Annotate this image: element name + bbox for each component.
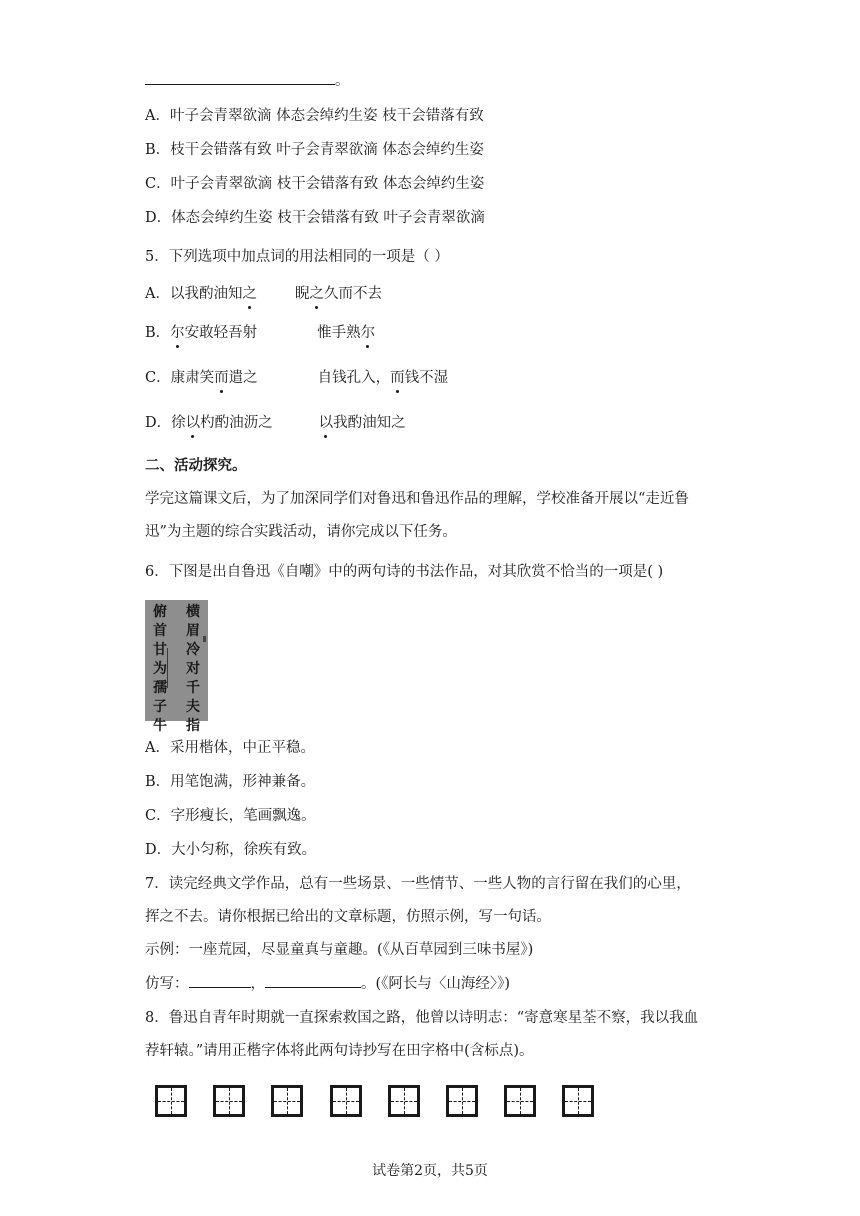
imitate-blank-1[interactable] bbox=[189, 973, 251, 988]
dotted-word: 而 bbox=[214, 370, 229, 386]
calligraphy-char: 孺 bbox=[153, 680, 167, 696]
calligraphy-char: 指 bbox=[186, 718, 200, 734]
q6-option-b: B．用笔饱满，形神兼备。 bbox=[145, 774, 316, 790]
calligraphy-char: 甘 bbox=[153, 642, 167, 658]
section-intro-line1: 学完这篇课文后，为了加深同学们对鲁迅和鲁迅作品的理解，学校准备开展以“走近鲁 bbox=[145, 491, 689, 507]
q8-line2: 荐轩辕。”请用正楷字体将此两句诗抄写在田字格中(含标点)。 bbox=[145, 1043, 534, 1059]
q4-option-a: A．叶子会青翠欲滴 体态会绰约生姿 枝干会错落有致 bbox=[145, 108, 484, 124]
q6-option-a: A．采用楷体，中正平稳。 bbox=[145, 740, 315, 756]
q4-option-b: B．枝干会错落有致 叶子会青翠欲滴 体态会绰约生姿 bbox=[145, 142, 484, 158]
q4-option-d: D．体态会绰约生姿 枝干会错落有致 叶子会青翠欲滴 bbox=[145, 210, 485, 226]
q5-stem: 5．下列选项中加点词的用法相同的一项是（ ） bbox=[145, 249, 449, 265]
calligraphy-char: 牛 bbox=[153, 718, 167, 734]
tianzige-cell[interactable] bbox=[155, 1085, 187, 1117]
calligraphy-char: 眉 bbox=[186, 623, 200, 639]
tianzige-cell[interactable] bbox=[271, 1085, 303, 1117]
tianzige-cell[interactable] bbox=[446, 1085, 478, 1117]
calligraphy-mark bbox=[203, 636, 206, 642]
dotted-word: 以 bbox=[318, 415, 334, 431]
q7-example: 示例：一座荒园，尽显童真与童趣。(《从百草园到三味书屋》) bbox=[145, 942, 534, 958]
q5-option-c: C．康肃笑而遣之 自钱孔入，而钱不湿 bbox=[145, 370, 449, 386]
calligraphy-char: 横 bbox=[186, 604, 200, 620]
calligraphy-right-column bbox=[184, 603, 202, 736]
q5-option-d: D．徐以杓酌油沥之 以我酌油知之 bbox=[145, 415, 406, 431]
q5-option-b: B．尔安敢轻吾射 惟手熟尔 bbox=[145, 325, 376, 341]
calligraphy-char: 首 bbox=[153, 623, 167, 639]
q7-line1: 7．读完经典文学作品，总有一些场景、一些情节、一些人物的言行留在我们的心里， bbox=[145, 876, 691, 892]
imitate-blank-2[interactable] bbox=[265, 973, 361, 988]
section-intro-line2: 迅”为主题的综合实践活动，请你完成以下任务。 bbox=[145, 524, 457, 540]
answer-blank-line bbox=[145, 70, 350, 91]
q8-line1: 8．鲁迅自青年时期就一直探索救国之路，他曾以诗明志：“寄意寒星荃不察，我以我血 bbox=[145, 1010, 699, 1026]
calligraphy-char: 子 bbox=[153, 699, 167, 715]
q6-stem: 6．下图是出自鲁迅《自嘲》中的两句诗的书法作品，对其欣赏不恰当的一项是( ) bbox=[145, 564, 664, 580]
tianzige-cell[interactable] bbox=[388, 1085, 420, 1117]
dotted-word: 之 bbox=[309, 286, 324, 302]
calligraphy-char: 夫 bbox=[186, 699, 200, 715]
dotted-word: 以 bbox=[185, 415, 201, 431]
q6-option-c: C．字形瘦长，笔画飘逸。 bbox=[145, 808, 316, 824]
q7-line2: 挥之不去。请你根据已给出的文章标题，仿照示例，写一句话。 bbox=[145, 909, 551, 925]
section-heading: 二、活动探究。 bbox=[145, 457, 247, 474]
blank-underline bbox=[145, 70, 335, 85]
calligraphy-char: 对 bbox=[186, 661, 200, 677]
calligraphy-char: 俯 bbox=[153, 604, 167, 620]
tianzige-cell[interactable] bbox=[562, 1085, 594, 1117]
tianzige-grid-row bbox=[155, 1085, 615, 1123]
calligraphy-seal-line bbox=[167, 648, 172, 688]
blank-period: 。 bbox=[335, 73, 350, 89]
q6-option-d: D．大小匀称，徐疾有致。 bbox=[145, 842, 317, 858]
tianzige-cell[interactable] bbox=[504, 1085, 536, 1117]
calligraphy-image bbox=[145, 600, 208, 734]
calligraphy-char: 为 bbox=[153, 661, 167, 677]
tianzige-cell[interactable] bbox=[330, 1085, 362, 1117]
dotted-word: 尔 bbox=[360, 325, 376, 341]
calligraphy-char: 千 bbox=[186, 680, 200, 696]
dotted-word: 而 bbox=[390, 370, 405, 386]
q5-option-a: A．以我酌油知之 睨之久而不去 bbox=[145, 286, 382, 302]
dotted-word: 尔 bbox=[170, 325, 185, 341]
tianzige-cell[interactable] bbox=[213, 1085, 245, 1117]
q7-imitate: 仿写： ， 。(《阿长与〈山海经〉》) bbox=[145, 973, 510, 994]
dotted-word: 之 bbox=[242, 286, 257, 302]
calligraphy-char: 冷 bbox=[186, 642, 200, 658]
q4-option-c: C．叶子会青翠欲滴 枝干会错落有致 体态会绰约生姿 bbox=[145, 176, 485, 192]
page-footer: 试卷第2页，共5页 bbox=[372, 1163, 488, 1179]
